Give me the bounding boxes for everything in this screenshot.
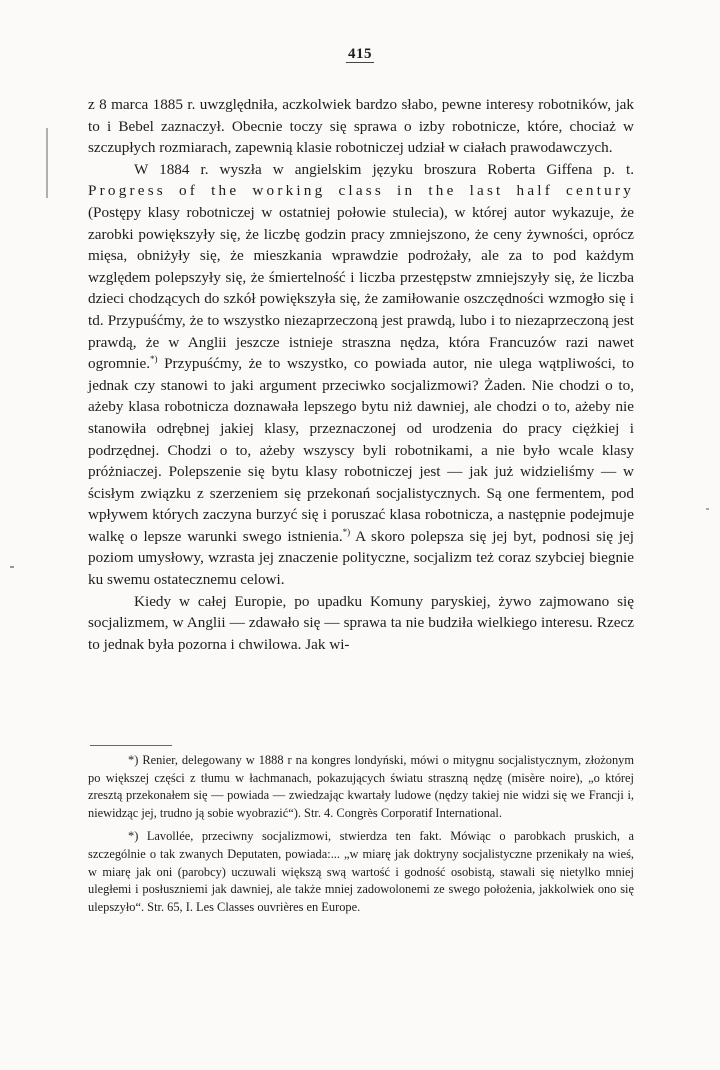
paragraph-1: z 8 marca 1885 r. uwzględniła, aczkolwiek bardzo słabo, pewne interesy robotników, jak to i Bebel zaznaczył. Obecnie toczy się sprawa o izby robotnicze, które, chociaż w szczupłych rozmiarach, zapewnią klasie robotniczej udział w ciałach prawodawczych. [88,96,634,157]
margin-mark [706,508,709,510]
paragraph-2-part-3: A skoro polepsza się jej byt, podnosi się jej poziom umysłowy, wzrasta jej znaczenie polityczne, socjalizm też coraz szybciej biegnie ku swemu ostatecznemu celowi. [88,527,634,589]
footnote-1: *) Renier, delegowany w 1888 r na kongres londyński, mówi o mitygnu socjalistycznym, złożonym po większej części z tłumu w łachmanach, pokazujących światu straszną nędzę (misère noire), „o której zresztą przekonałem się — powiada — zwiedzając kwartały ludowe (nędzy takiej nie widzi się we Francji i, niewidząc jej, trudno ją sobie wyobrazić“). Str. 4. Congrès Corporatif International. [88,753,634,820]
paragraph-2-part-1: (Postępy klasy robotniczej w ostatniej połowie stulecia), w której autor wykazuje, że zarobki powiększyły się, że liczbę godzin pracy zmniejszono, że ceny żywności, oprócz mięsa, obniżyły się, że mieszkania wprawdzie podrożały, ale za to pod każdym względem polepszyły się, że śmiertelność i liczba przestępstw zmniejszyły się, że liczba dzieci chodzących do szkół powiększyła się, że zamiłowanie oszczędności wzmogło się i td. Przypuśćmy, że to wszystko niezaprzeczoną jest prawdą, lubo i to niezaprzeczoną jest prawdą, że w Anglii jeszcze istnieje straszna nędza, która Francuzów razi nawet ogromnie. [88,203,634,373]
margin-mark [46,128,48,198]
paragraph-2-part-2: Przypuśćmy, że to wszystko, co powiada autor, nie ulega wątpliwości, to jednak czy stanowi to jaki argument przeciwko socjalizmowi? Żaden. Nie chodzi o to, ażeby klasa robotnicza doznawała lepszego bytu niż dawniej, ale chodzi o to, ażeby nie stanowiła odrębnej jakiej klasy, przeznaczonej od urodzenia do pracy ciężkiej i podrzędnej. Chodzi o to, ażeby wszyscy byli robotnikami, a nie było wcale klasy próżniaczej. Polepszenie się bytu klasy robotniczej jest — jak już widzieliśmy — w ścisłym związku z szerzeniem się przekonań socjalistycznych. Są one fermentem, pod wpływem których zaczyna burzyć się i poruszać klasa robotnicza, a następnie podejmuje walkę o lepsze warunki swego istnienia. [88,355,634,545]
paragraph-2 [88,159,634,591]
footnote-separator [90,745,172,746]
body-text [88,94,634,655]
paragraph-2-intro: W 1884 r. wyszła w angielskim języku broszura Roberta Giffena p. t. [134,160,634,178]
margin-mark [10,566,14,568]
footnote-2: *) Lavollée, przeciwny socjalizmowi, stwierdza ten fakt. Mówiąc o parobkach pruskich, a szczególnie o tak zwanych Deputaten, powiada:... „w miarę jak doktryny socjalistyczne przenikały na wieś, w miarę jak oni (parobcy) uczuwali większą swą wartość i godność osobistą, stawali się nietylko mniej uległemi i posłuszniemi jak dawniej, ale także mniej zadowolonemi ze swego położenia, jakkolwiek ono się ulepszyło“. Str. 65, I. Les Classes ouvrières en Europe. [88,829,634,914]
footnote-ref-1: *) [150,354,158,365]
footnote-ref-2: *) [342,526,351,537]
paragraph-3: Kiedy w całej Europie, po upadku Komuny paryskiej, żywo zajmowano się socjalizmem, w Anglii — zdawało się — sprawa ta nie budziła wielkiego interesu. Rzecz to jednak była pozorna i chwilowa. Jak wi- [88,592,634,653]
book-title: Progress of the working class in the last half century [88,182,634,200]
page-number: 415 [348,46,372,62]
footnotes [88,752,634,922]
